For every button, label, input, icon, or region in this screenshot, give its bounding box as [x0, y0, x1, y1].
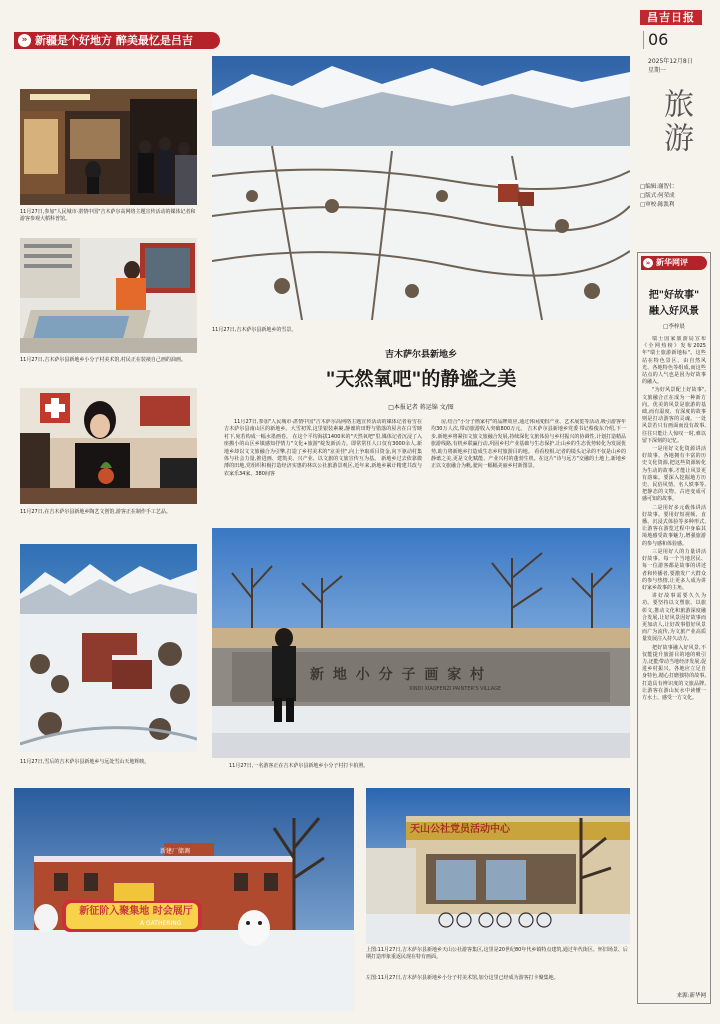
caption-science-museum: 11月27日,参加"人民城市·湛情中国"吉木萨尔高网络主题宣传活动的媒体记者和游客参观大稻科普馆。	[20, 209, 196, 222]
article-headline: "天然氧吧"的静谧之美	[325, 368, 517, 390]
section-title: 新疆是个好地方 醉美最忆是吕吉	[35, 34, 193, 47]
caption-bottom-1: 上图:11月27日,吉木萨尔县新地乡天山公社游客集区,这里是20世纪80年代乡镇特点建筑,通过年代街区、怀旧场景、后期打造形象重返民现在特有画面。	[366, 947, 628, 960]
photo-science-museum	[20, 89, 197, 205]
commentary-source: 来源:新华网	[676, 993, 706, 999]
commentary-label: 新华网评	[656, 258, 688, 267]
section-banner	[14, 32, 220, 49]
gathering-sign-en: A GATHERING	[140, 920, 182, 927]
commentary-paragraph: 三是用好人的力量讲活好故事。每一个当地居民、每一位游客都是故事的讲述者和传播者,要激发广大群众的参与热情,让更多人成为讲好家乡故事的主角。	[642, 548, 706, 591]
column-name: 旅游	[658, 88, 693, 156]
photo-painting-framing	[20, 238, 197, 353]
article-kicker: 吉木萨尔县新地乡	[384, 350, 457, 360]
activity-center-sign: 天山公社党员活动中心	[410, 824, 510, 835]
photo-pottery-workshop	[20, 388, 197, 504]
article-byline: □本报记者 蒋运锦 文/图	[388, 404, 454, 411]
commentary-chevron-icon: »	[643, 258, 653, 268]
commentary-paragraph: 瑞士国家旅游局宣布《全网热榜》发布2025年"瑞士旅游新地标"。这些站在特色景区、由自然风光、各地特色等组成,而这些站点的人气也是因为好故事的融入。	[642, 336, 706, 386]
commentary-paragraph: "为好风景配上好故事",文旅融合正在成为一种新方向。优美的风景是旅游的基础,而有温度、有深度的故事则是打动游客的灵魂。一处风景若只有画面而没有故事,往往只能让人惊叹一时,难以留下深刻的记忆。	[642, 387, 706, 444]
issue-weekday: 星期一	[648, 67, 667, 74]
credit-editor: □编辑:谢智仁	[640, 184, 675, 190]
caption-pottery-workshop: 11月27日,在吉木萨尔县新地乡陶艺文创馆,游客正在制作手工艺品。	[20, 509, 171, 515]
commentary-title-2: 融入好风景	[649, 306, 699, 317]
caption-snowy-village: 11月27日,雪后的吉木萨尔县新地乡与远处雪山天地辉映。	[20, 759, 150, 765]
commentary-banner	[641, 256, 707, 270]
paper-name: 昌吉日报	[640, 10, 702, 25]
article-column-2	[431, 419, 626, 525]
gathering-sign-text: 新征阶入聚集地 时会展厅	[79, 906, 193, 917]
credit-layout: □版式:何荣成	[640, 193, 675, 199]
village-sign-en: XINDI XIAOFENZI PAINTER'S VILLAGE	[408, 686, 502, 692]
page-number: 06	[648, 30, 669, 49]
commentary-title-1: 把"好故事"	[648, 290, 700, 301]
banner-chevron-icon: »	[18, 34, 31, 47]
article-col1-text: 11月27日,参加"人民城市·湛情中国"吉木萨尔高网络主题宣传活动的媒体记者看雪在吉木萨尔县南山区的新地乡。大雪初霁,这里银装素裹,静谧的田野与错落的屋舍在白雪映衬下,宛若构成一幅水墨画卷。 在这个平均海拔1400米的"天然氧吧"里,媒体记者沉浸了入座搬小的山区乡镇感知抒情力"文化+旅游"绽发新活力。即常常任人口仅有3000余人,新地乡却以文文旅融合为引擎,打造了乡村美术的"京美佳",向上争取项目资金,向下驱动村集体与社会力量,推进画、建筑美、兴产业、以文旅的文旅宣传互为基。 新地乡过去依靠微薄的田地,党组织积极打造经济实惠的林以公社旅游景观区,近年来,新地乡累计精建共改与农家乐34家、380间客	[224, 419, 422, 477]
caption-snow-landscape: 11月27日,吉木萨尔县新地乡的雪景。	[212, 327, 297, 333]
commentary-body	[642, 336, 706, 990]
issue-date: 2025年12月8日	[648, 58, 693, 65]
commentary-paragraph: 一是用好文化资源讲活好故事。各地拥有丰富的历史文化资源,把这些资源转化为生动的故事,才能让风景更有韵味。要深入挖掘地方历史、民俗风情、名人轶事等,把静态的文物、古迹变成可感可知的故事。	[642, 446, 706, 503]
photo-gathering-hall	[14, 788, 354, 1011]
caption-painter-village: 11月27日,一名游客正在吉木萨尔县新地乡小分子村打卡拍照。	[229, 763, 369, 769]
village-sign-text: 新 地 小 分 子 画 家 村	[310, 667, 487, 683]
commentary-paragraph: 把好故事融入好风景,不仅能提升旅游目的地的吸引力,还能带动当地经济发展,促进乡村振兴。各地应立足自身特色,精心打磨独特的故事,打造具有辨识度的文旅品牌,让游客在游山玩水中读懂一方水土、感受一方文化。	[642, 644, 706, 701]
article-column-1	[224, 419, 422, 525]
caption-painting-framing: 11月27日,吉木萨尔县新地乡小分子村美术馆,村民正在装裱自己画的油画。	[20, 357, 186, 363]
caption-bottom-2: 左图:11月27日,吉木萨尔县新地乡小分子村美术馆,加分这里已经成为游客打卡聚集地。	[366, 975, 559, 981]
page-number-divider	[643, 31, 644, 49]
commentary-paragraph: 讲好故事需要久久为功。要坚持以文塑旅、以旅彰文,推动文化和旅游深度融合发展,让好风景因好故事而更加动人,让好故事借好风景而广为流传,为文旅产业高质量发展注入持久动力。	[642, 593, 706, 643]
credit-proof: □审校:陈凯利	[640, 202, 675, 208]
photo-snow-landscape	[212, 56, 630, 320]
photo-snowy-village	[20, 544, 197, 752]
photo-painter-village-sign	[212, 528, 630, 758]
commentary-author: □李梓晨	[663, 324, 685, 330]
credits-block	[640, 183, 710, 210]
warehouse-sign-text: 新建厂储调	[160, 848, 191, 855]
photo-activity-center	[366, 788, 630, 944]
commentary-paragraph: 二是用好多元载体讲活好故事。要用好短视频、直播、沉浸式体验等多种形式,让游客在游览过程中身临其境地感受故事魅力,增强旅游的参与感和体验感。	[642, 504, 706, 547]
article-col2-text: 房,结合"小分子画家村"的品牌效应,通过休闲度假产业、艺术展览等活动,吸引游客年均30万人次,带动旅游收入突破800万元。 吉木萨尔县新地乡党委书记蔡俊东介绍,下一步,新地乡将紧扣文旅文旅融合发展,持续深化文旅体验与乡村振兴的协调性,计划打造精品旅游线路,有机乡联赢行动,巩固乡村产业基础与生态保护,让山乡的生态优势转化为发展优势,助力将新地乡打造成生态乡村旅游目的地。 看看校相,记者的镜头记录的不仅是山乡的静谧之美,更是文化赋能、产业兴村的蓬勃生机。在这片"诗与远方"交融的土地上,新地乡正以文旅融合为帆,驶向一幅幅美丽乡村新图景。	[431, 419, 626, 470]
